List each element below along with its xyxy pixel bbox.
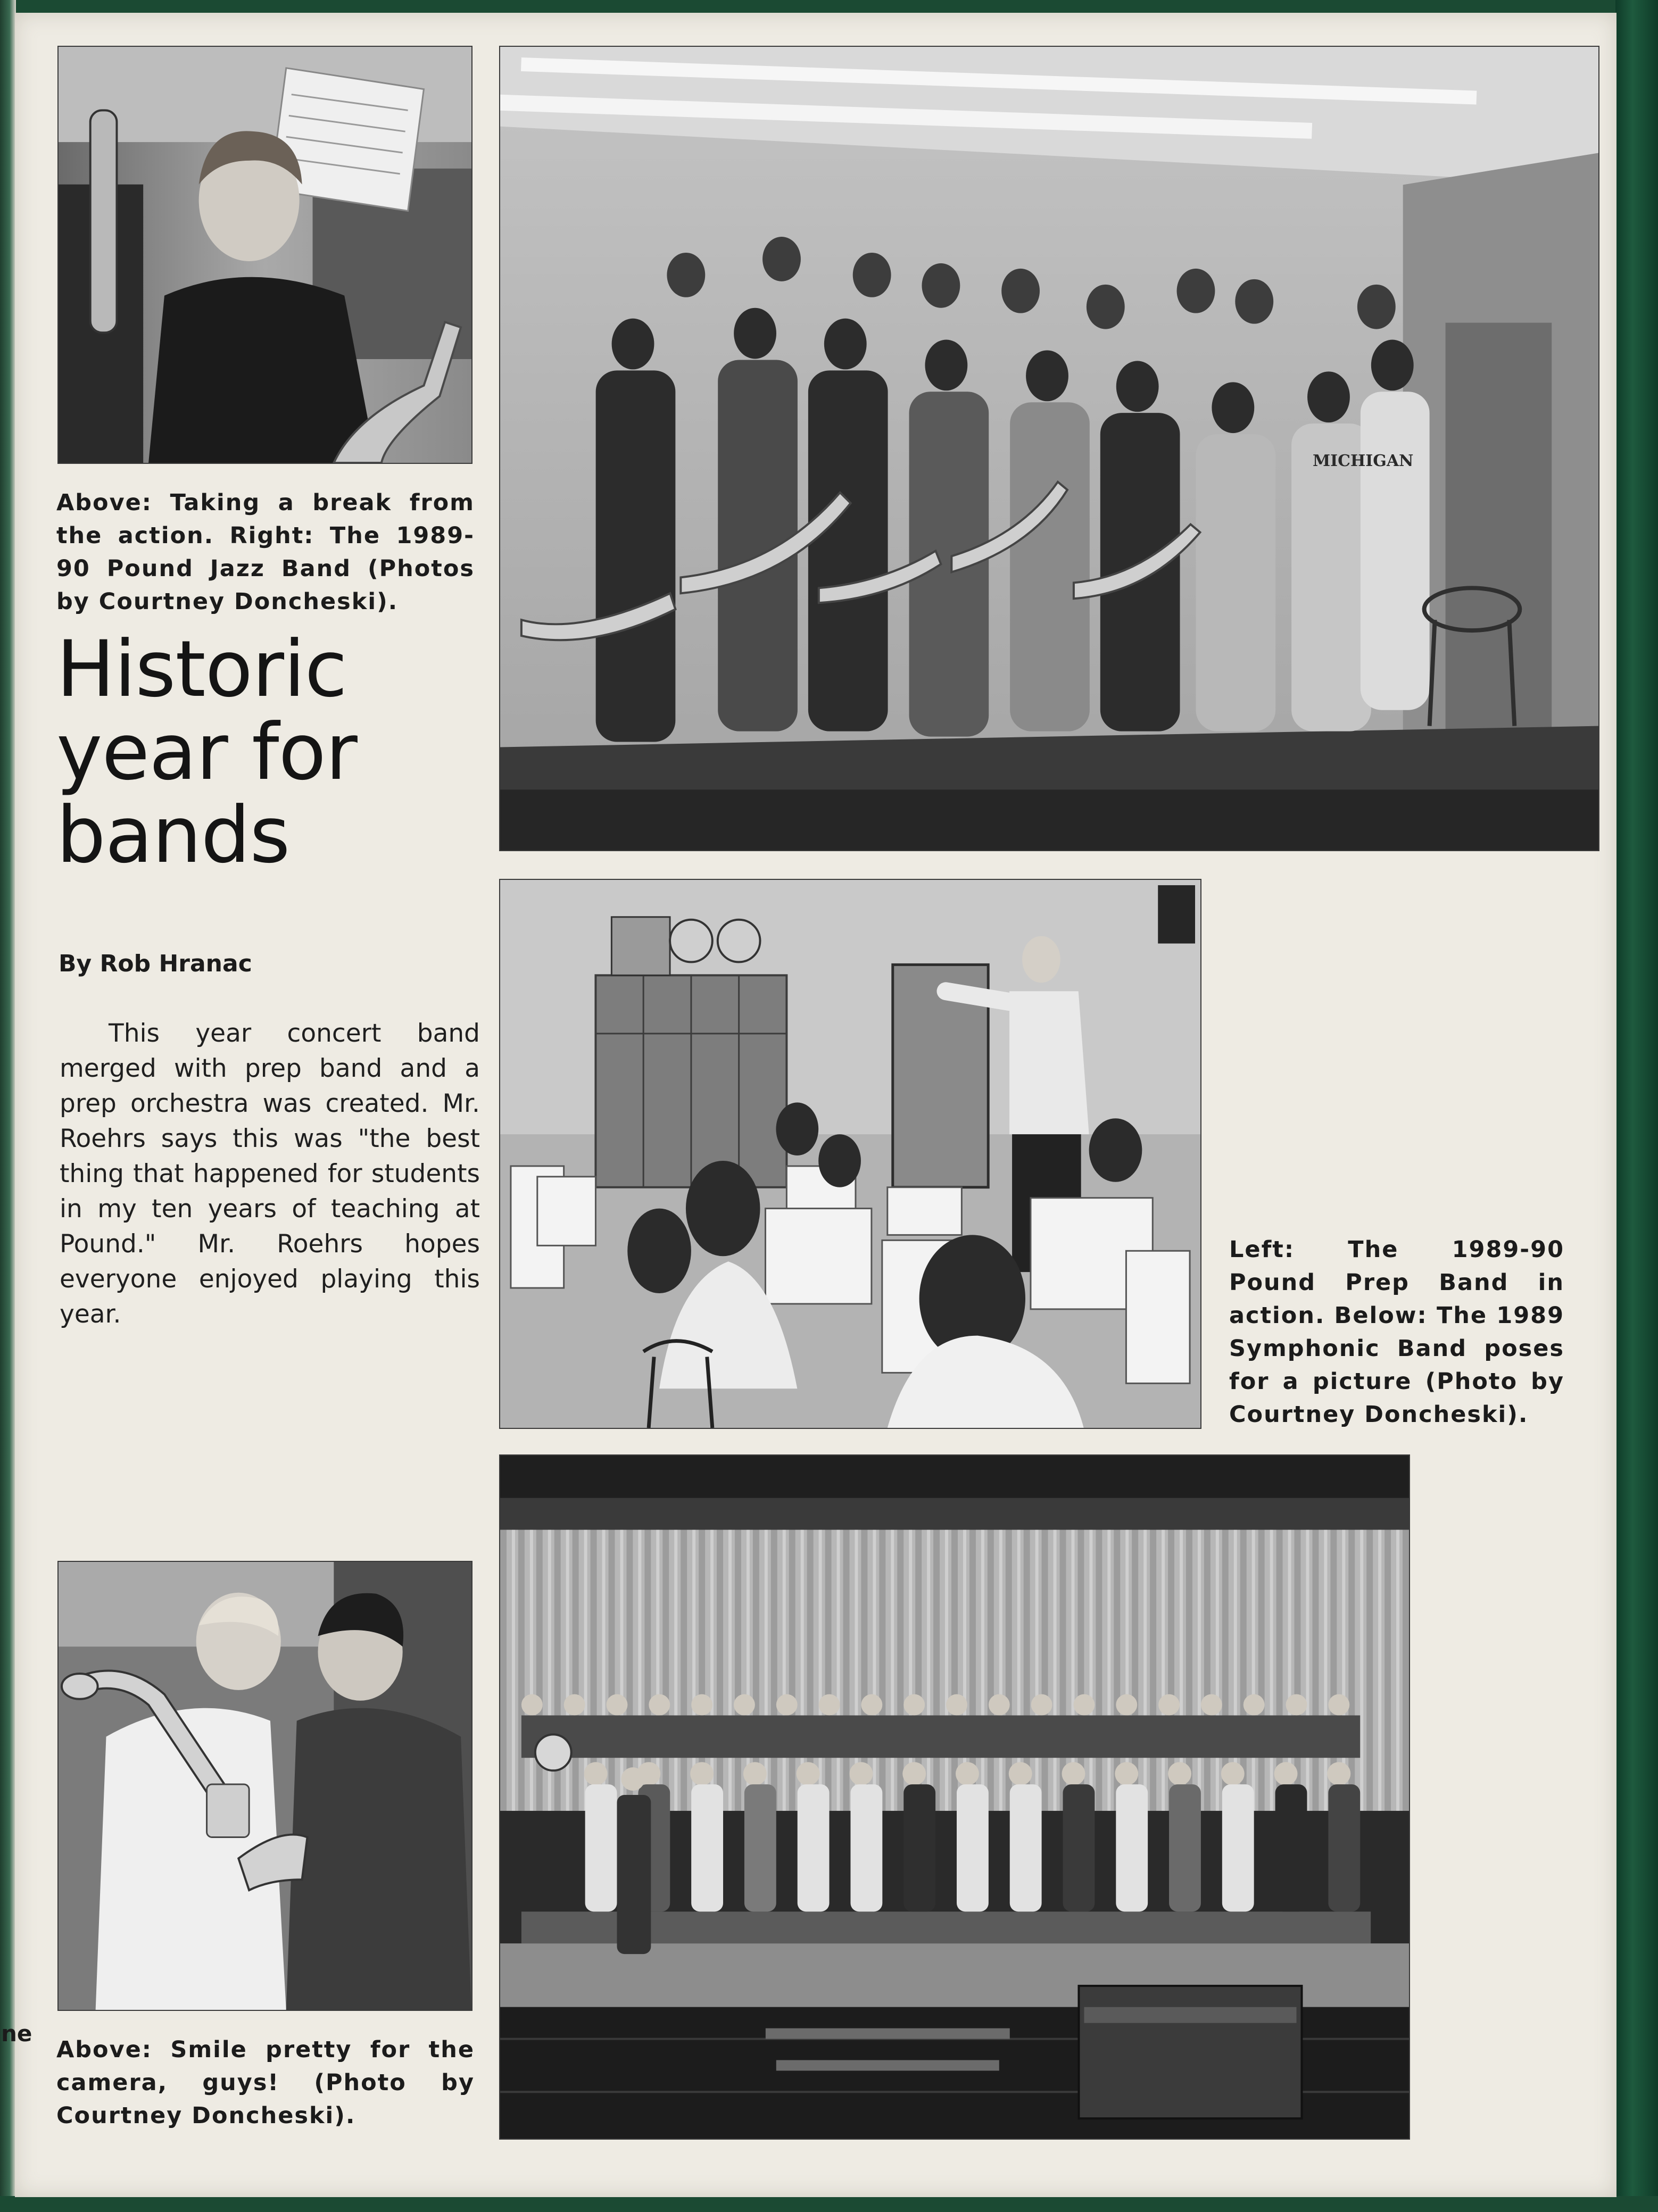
caption-right-middle: Left: The 1989-90 Pound Prep Band in action. Below: The 1989 Symphonic Band poses for a picture (Photo by Courtney Doncheski). xyxy=(1229,1236,1564,1428)
page-binding-right xyxy=(1615,0,1658,2212)
article-body: This year concert band merged with prep band and a prep orchestra was created. Mr. Roehrs says this was "the best thing that happened for students in my ten years of teaching at Pound." Mr. Roehrs hopes everyone enjoyed playing this year. xyxy=(60,1019,480,1329)
page-binding-bottom xyxy=(0,2196,1658,2212)
article-byline: By Rob Hranac xyxy=(59,950,252,977)
photo-jazz-band xyxy=(499,46,1599,851)
page-binding-left xyxy=(0,0,16,2212)
photo-sweatshirt-text: MICHIGAN xyxy=(1313,451,1414,470)
photo-symphonic-band xyxy=(499,1454,1410,2140)
caption-bottom-left: Above: Smile pretty for the camera, guys! (Photo by Courtney Doncheski). xyxy=(56,2036,475,2129)
margin-text-fragment: ne xyxy=(1,2020,32,2047)
photo-student-saxophone xyxy=(57,46,472,464)
photo-prep-band xyxy=(499,879,1201,1429)
article-headline: Historic year for bands xyxy=(56,624,357,880)
caption-top-left: Above: Taking a break from the action. Right: The 1989-90 Pound Jazz Band (Photos by Courtney Doncheski). xyxy=(56,489,475,615)
photo-students-trumpets xyxy=(57,1561,472,2011)
